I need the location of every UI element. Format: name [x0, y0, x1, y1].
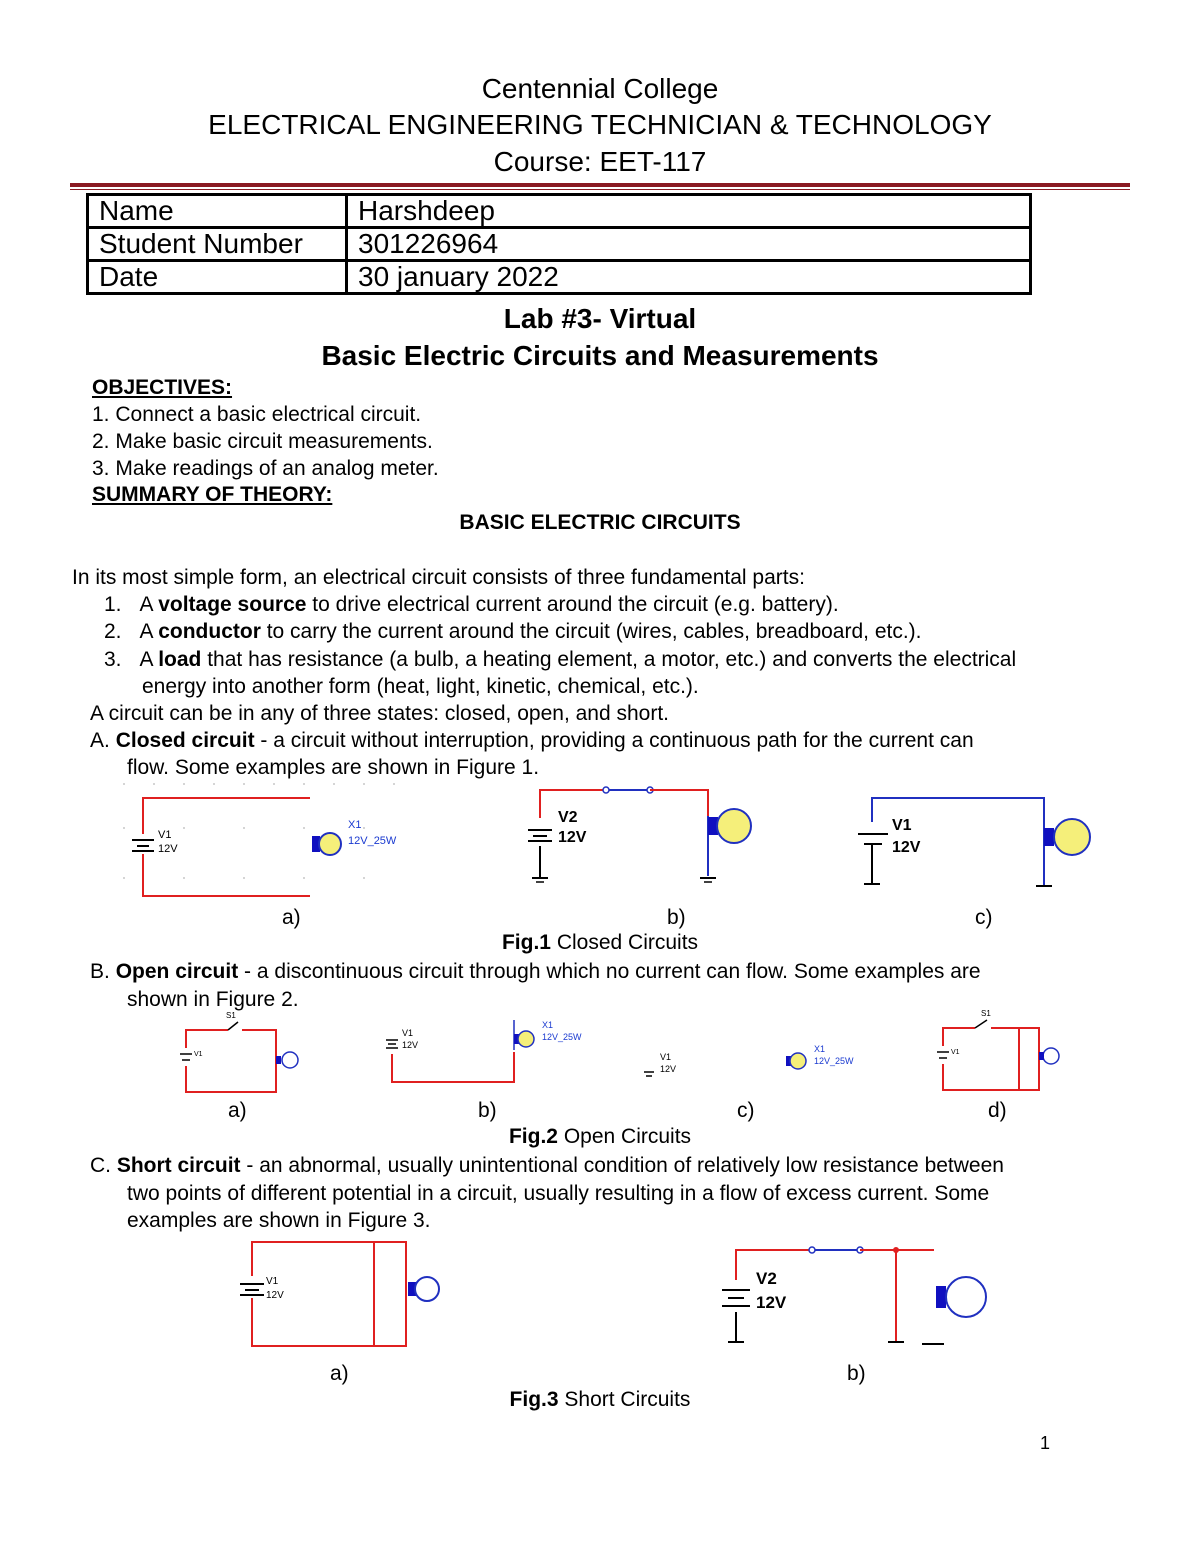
fig3-sublabel-a: a) — [330, 1362, 349, 1385]
course-code: Course: EET-117 — [493, 146, 707, 177]
fig3a-schematic — [232, 1236, 452, 1354]
fig1a-schematic — [118, 778, 418, 902]
list-item: 2. A conductor to carry the current around the circuit (wires, cables, breadboard, etc.). — [104, 620, 922, 643]
fig3b-schematic — [718, 1236, 998, 1360]
college-name: Centennial College — [481, 73, 719, 104]
list-item-continuation: energy into another form (heat, light, kinetic, chemical, etc.). — [142, 675, 699, 698]
v1-label: V1 — [892, 817, 912, 834]
v2-label: V2 — [756, 1269, 777, 1288]
fig2-sublabel-c: c) — [737, 1099, 755, 1122]
info-value: 301226964 — [347, 228, 1031, 261]
lab-title: Lab #3- Virtual — [503, 303, 697, 334]
state-short: C. Short circuit - an abnormal, usually unintentional condition of relatively low resistance between — [90, 1154, 1004, 1177]
table-row — [88, 228, 1031, 261]
state-closed: A. Closed circuit - a circuit without interruption, providing a continuous path for the current can — [90, 729, 974, 752]
lamp-label: 12V_25W — [814, 1056, 854, 1066]
fig3-caption: Fig.3 Short Circuits — [509, 1388, 691, 1411]
voltage-label: 12V — [402, 1040, 419, 1050]
objective-item: 2. Make basic circuit measurements. — [92, 430, 433, 453]
v1-label: V1 — [660, 1052, 672, 1062]
fig2-sublabel-a: a) — [228, 1099, 247, 1122]
fig2-sublabel-b: b) — [478, 1099, 497, 1122]
state-short-line2: two points of different potential in a circuit, usually resulting in a flow of excess current. Some — [127, 1182, 990, 1205]
voltage-label: 12V — [558, 829, 587, 846]
table-row — [88, 261, 1031, 294]
info-value: 30 january 2022 — [347, 261, 1031, 294]
info-label: Date — [88, 261, 347, 294]
intro-text: In its most simple form, an electrical circuit consists of three fundamental parts: — [72, 566, 805, 589]
header-rule-thin — [70, 189, 1130, 190]
fig2c-lamp — [784, 1040, 874, 1080]
states-intro: A circuit can be in any of three states: closed, open, and short. — [90, 702, 670, 725]
voltage-label: 12V — [660, 1064, 677, 1074]
v1-label: V1 — [158, 829, 172, 841]
x1-label: X1 — [348, 819, 362, 831]
section-title: BASIC ELECTRIC CIRCUITS — [459, 511, 741, 534]
fig2b-schematic — [380, 1012, 600, 1088]
fig1c-schematic — [854, 782, 1104, 898]
info-value: Harshdeep — [347, 195, 1031, 228]
theory-heading: SUMMARY OF THEORY: — [92, 483, 333, 506]
fig2-sublabel-d: d) — [988, 1099, 1007, 1122]
state-short-line3: examples are shown in Figure 3. — [127, 1209, 431, 1232]
s1-label: S1 — [981, 1009, 991, 1018]
state-open: B. Open circuit - a discontinuous circuit through which no current can flow. Some examples are — [90, 960, 981, 983]
voltage-label: 12V — [158, 843, 178, 855]
fig1-sublabel-c: c) — [975, 906, 993, 929]
list-item: 1. A voltage source to drive electrical current around the circuit (e.g. battery). — [104, 593, 839, 616]
objective-item: 1. Connect a basic electrical circuit. — [92, 403, 422, 426]
fig1b-schematic — [518, 778, 768, 896]
lamp-label: 12V_25W — [348, 835, 397, 847]
fig1-sublabel-a: a) — [282, 906, 301, 929]
fig2-caption: Fig.2 Open Circuits — [508, 1125, 692, 1148]
lab-subtitle: Basic Electric Circuits and Measurements — [321, 340, 879, 371]
v1-label: V1 — [194, 1051, 203, 1058]
fig2d-schematic — [935, 1006, 1065, 1096]
x1-label: X1 — [542, 1020, 554, 1030]
voltage-label: 12V — [892, 839, 921, 856]
voltage-label: 12V — [266, 1290, 284, 1301]
state-open-line2: shown in Figure 2. — [127, 988, 299, 1011]
program-name: ELECTRICAL ENGINEERING TECHNICIAN & TECHNOLOGY — [208, 109, 992, 140]
state-closed-line2: flow. Some examples are shown in Figure 1. — [127, 756, 540, 779]
v1-label: V1 — [266, 1276, 279, 1287]
table-row — [88, 195, 1031, 228]
x1-label: X1 — [814, 1044, 826, 1054]
fig3-sublabel-b: b) — [847, 1362, 866, 1385]
objectives-heading: OBJECTIVES: — [92, 376, 233, 399]
s1-label: S1 — [226, 1011, 236, 1020]
v2-label: V2 — [558, 809, 578, 826]
list-item: 3. A load that has resistance (a bulb, a heating element, a motor, etc.) and converts the electrical — [104, 648, 1017, 671]
fig2c-source — [640, 1048, 700, 1082]
lamp-label: 12V_25W — [542, 1032, 582, 1042]
fig1-sublabel-b: b) — [667, 906, 686, 929]
fig2a-schematic — [178, 1008, 308, 1098]
v1-label: V1 — [951, 1049, 960, 1056]
fig1-caption: Fig.1 Closed Circuits — [501, 931, 699, 954]
info-label: Name — [88, 195, 347, 228]
header-rule — [70, 183, 1130, 187]
info-label: Student Number — [88, 228, 347, 261]
objective-item: 3. Make readings of an analog meter. — [92, 457, 439, 480]
student-info-table — [86, 193, 1032, 295]
voltage-label: 12V — [756, 1293, 787, 1312]
v1-label: V1 — [402, 1028, 414, 1038]
page-number: 1 — [1040, 1433, 1051, 1453]
